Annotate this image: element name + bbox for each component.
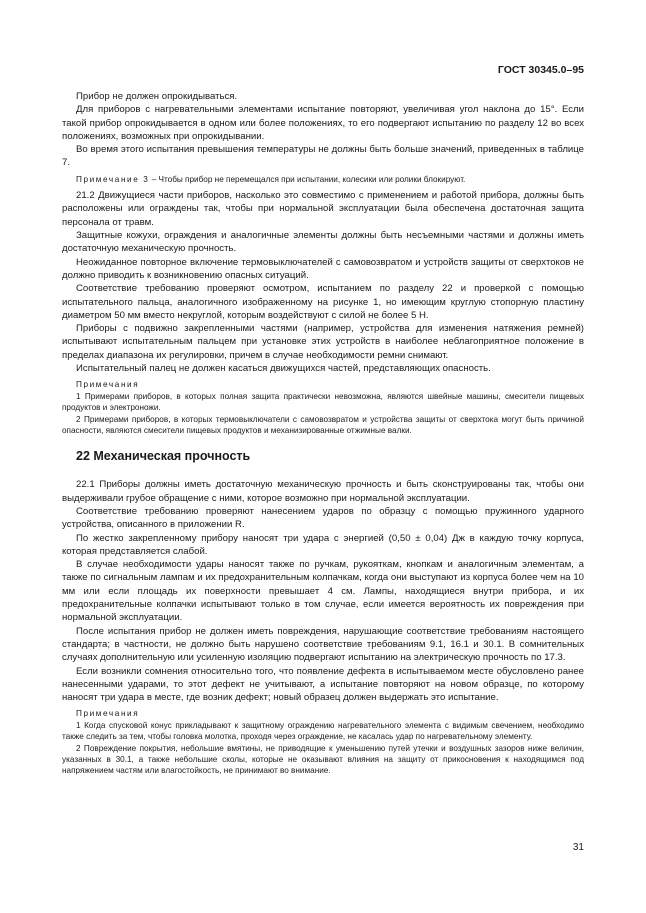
- note-text: – Чтобы прибор не перемещался при испытании, колесики или ролики блокируют.: [149, 174, 466, 184]
- paragraph: Испытательный палец не должен касаться движущихся частей, представляющих опасность.: [76, 363, 491, 375]
- paragraph: 21.2 Движущиеся части приборов, насколько это совместимо с применением и работой прибора, должны быть расположены или ограждены так, чтобы при нормальной эксплуатации была обеспечена достаточная защита персонала от травм.: [62, 190, 584, 228]
- notes-heading: Примечания: [76, 709, 140, 719]
- document-body: [62, 90, 584, 777]
- note-item: 1 Примерами приборов, в которых полная защита практически невозможна, являются швейные машины, смесители пищевых продуктов и электроножи.: [62, 391, 584, 413]
- note-item: 1 Когда спусковой конус прикладывают к защитному ограждению нагревательного элемента с видимым свечением, необходимо также следить за тем, чтобы головка молотка, проходя через ограждение, не касалась удар по нагревательному элементу.: [62, 720, 584, 742]
- paragraph: 22.1 Приборы должны иметь достаточную механическую прочность и быть сконструированы так, чтобы они выдерживали грубое обращение с ними, которое возможно при нормальной эксплуатации.: [62, 479, 584, 504]
- standard-header: ГОСТ 30345.0–95: [497, 64, 584, 76]
- paragraph: Соответствие требованию проверяют осмотром, испытанием по разделу 22 и проверкой с помощью испытательного пальца, аналогичного изображенному на рисунке 1, но имеющим круглую стопорную пластину диаметром 50 мм вместо некруглой, которым воздействуют с силой не более 5 Н.: [62, 283, 584, 321]
- section-title: 22 Механическая прочность: [76, 449, 251, 464]
- paragraph: Защитные кожухи, ограждения и аналогичные элементы должны быть несъемными частями и должны иметь достаточную механическую прочность.: [62, 230, 584, 255]
- paragraph: Во время этого испытания превышения температуры не должны быть больше значений, приведенных в таблице 7.: [62, 144, 584, 169]
- paragraph: Неожиданное повторное включение термовыключателей с самовозвратом и устройств защиты от сверхтоков не должно приводить к возникновению опасных ситуаций.: [62, 256, 584, 281]
- notes-heading: Примечания: [76, 380, 140, 390]
- note-3: [62, 174, 584, 185]
- note-label: Примечание 3: [76, 174, 150, 184]
- page-number: 31: [572, 842, 584, 853]
- paragraph: Если возникли сомнения относительно того, что появление дефекта в испытываемом месте обусловлено ранее нанесенными ударами, то этот дефект не учитывают, а испытание повторяют на новом образце, по которому наносят три удара в месте, где возник дефект; новый образец должен выдержать это испытание.: [62, 665, 584, 704]
- paragraph: Приборы с подвижно закрепленными частями (например, устройства для изменения натяжения ремней) испытывают испытательным пальцем при установке этих устройств в наиболее неблагоприятное положение в пределах диапазона их регулировки, причем в случае необходимости ремни снимают.: [62, 323, 584, 361]
- paragraph: По жестко закрепленному прибору наносят три удара с энергией (0,50 ± 0,04) Дж в каждую точку корпуса, которая представляется слабой.: [62, 532, 584, 557]
- paragraph: Соответствие требованию проверяют нанесением ударов по образцу с помощью пружинного ударного устройства, описанного в приложении R.: [62, 505, 584, 531]
- paragraph: Прибор не должен опрокидываться.: [76, 91, 238, 102]
- note-item: 2 Примерами приборов, в которых термовыключатели с самовозвратом и устройства защиты от сверхтока могут быть причиной опасности, являются смесители пищевых продуктов и механизированные отжимные валки.: [62, 414, 584, 435]
- paragraph: После испытания прибор не должен иметь повреждения, нарушающие соответствие требованиям настоящего стандарта; в частности, не должно быть нарушено соответствие требованиям 9.1, 16.1 и 30.1. В сомнительных случаях дополнительную или усиленную изоляцию подвергают испытанию на электрическую прочность по 17.3.: [62, 625, 584, 664]
- paragraph: Для приборов с нагревательными элементами испытание повторяют, увеличивая угол наклона до 15°. Если такой прибор опрокидывается в одном или более положениях, то его подвергают испытанию по разделу 12 во всех положениях, возможных при опрокидывании.: [62, 104, 584, 142]
- note-item: 2 Повреждение покрытия, небольшие вмятины, не приводящие к уменьшению путей утечки и воздушных зазоров ниже величин, указанных в 30.1, а также небольшие сколы, которые не оказывают влияния на защиту от прикосновения к находящимся под напряжением частям или влагостойкость, не принимают во внимание.: [62, 743, 584, 776]
- paragraph: В случае необходимости удары наносят также по ручкам, рукояткам, кнопкам и аналогичным элементам, а также по сигнальным лампам и их предохранительным колпачкам, когда они выступают из корпуса более чем на 10 мм или если площадь их поверхности превышает 4 см. Лампы, находящиеся внутри прибора, и их предохранительные колпачки испытывают только в том случае, если имеется вероятность их повреждения при нормальной эксплуатации.: [62, 559, 584, 624]
